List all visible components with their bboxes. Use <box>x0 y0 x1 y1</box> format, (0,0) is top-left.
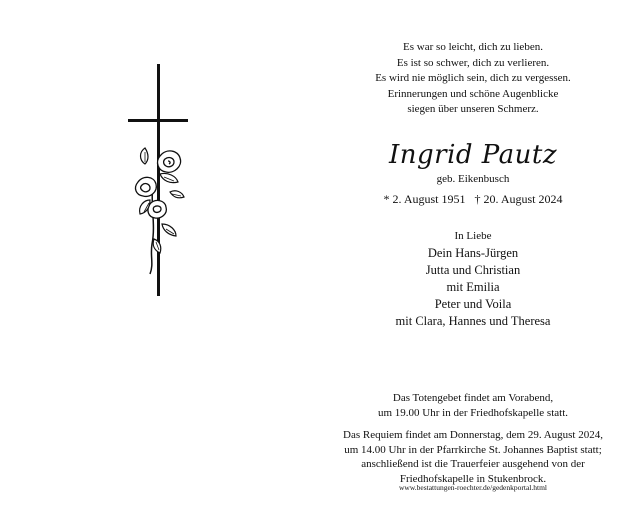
poem-line: siegen über unseren Schmerz. <box>407 103 539 115</box>
requiem-notice <box>316 428 630 486</box>
notice-line: Das Requiem findet am Donnerstag, dem 29. August 2024, <box>343 429 603 441</box>
mourner-line: mit Emilia <box>446 280 500 294</box>
notice-line: um 19.00 Uhr in der Friedhofskapelle statt. <box>377 406 569 419</box>
death-date: † 20. August 2024 <box>474 192 563 206</box>
mourners-list <box>316 246 630 331</box>
maiden-name: geb. Eikenbusch <box>436 173 510 185</box>
birth-date: * 2. August 1951 <box>383 192 466 206</box>
deceased-name: Ingrid Pautz <box>388 140 558 170</box>
notice-line: Friedhofskapelle in Stukenbrock. <box>399 472 547 485</box>
poem-line: Erinnerungen und schöne Augenblicke <box>387 87 559 100</box>
mourner-line: Peter und Voila <box>434 297 512 311</box>
notice-line: Das Totengebet findet am Vorabend, <box>392 392 554 404</box>
poem-line: Es war so leicht, dich zu lieben. <box>403 41 543 53</box>
notice-line: um 14.00 Uhr in der Pfarrkirche St. Johannes Baptist statt; <box>344 443 602 456</box>
poem-line: Es ist so schwer, dich zu verlieren. <box>396 56 550 69</box>
cross-with-roses-icon <box>120 64 210 304</box>
poem-line: Es wird nie möglich sein, dich zu vergessen. <box>375 72 571 84</box>
mourners-intro: In Liebe <box>454 230 492 242</box>
mourner-line: Jutta und Christian <box>425 263 521 277</box>
memorial-portal-link[interactable]: www.bestattungen-roechter.de/gedenkportal.html <box>398 483 547 492</box>
mourner-line: Dein Hans-Jürgen <box>427 246 519 260</box>
right-panel <box>316 0 630 506</box>
life-dates <box>316 191 630 207</box>
memorial-poem <box>316 40 630 118</box>
notice-line: anschließend ist die Trauerfeier ausgehend von der <box>361 458 585 470</box>
prayer-notice <box>316 391 630 420</box>
mourner-line: mit Clara, Hannes und Theresa <box>395 314 551 328</box>
